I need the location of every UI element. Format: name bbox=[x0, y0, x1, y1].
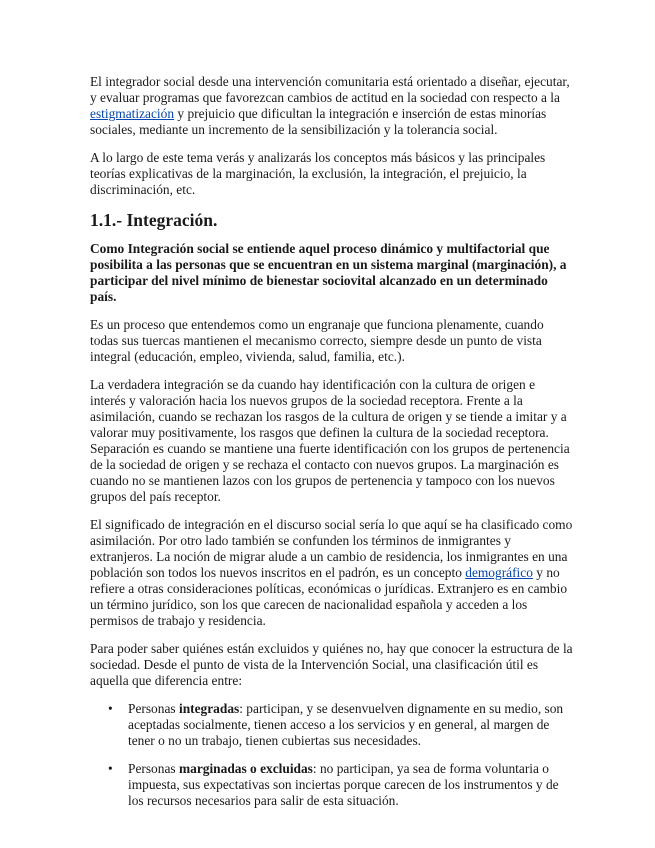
list-item bbox=[108, 761, 574, 809]
list-item-text: : no participan, ya sea de forma voluntaria o impuesta, sus expectativas son inciertas porque carecen de los instrumentos y de los recursos necesarios para salir de esta situación. bbox=[128, 761, 559, 808]
bullet-icon: • bbox=[108, 761, 113, 776]
list-item-prefix: Personas bbox=[128, 701, 179, 716]
intro-text: y prejuicio que dificultan la integración e inserción de estas minorías sociales, mediante un incremento de la sensibilización y la tolerancia social. bbox=[90, 106, 547, 137]
demografico-link[interactable]: demográfico bbox=[465, 565, 533, 580]
list-item-prefix: Personas bbox=[128, 761, 179, 776]
intro-paragraph-2: A lo largo de este tema verás y analizarás los conceptos más básicos y las principales teorías explicativas de la marginación, la exclusión, la integración, el prejuicio, la discriminación, etc. bbox=[90, 150, 546, 197]
body-paragraph-3 bbox=[90, 517, 574, 629]
classification-list bbox=[90, 701, 574, 809]
body-text: y no refiere a otras consideraciones políticas, económicas o jurídicas. Extranjero es en cambio un término jurídico, son los que carecen de nacionalidad española y acceden a los permisos de trabajo y residencia. bbox=[90, 565, 568, 628]
list-item-term: integradas bbox=[178, 701, 240, 716]
body-paragraph-4: Para poder saber quiénes están excluidos y quiénes no, hay que conocer la estructura de la sociedad. Desde el punto de vista de la Intervención Social, una clasificación útil es aquella que diferencia entre: bbox=[90, 641, 573, 688]
bullet-icon: • bbox=[108, 701, 113, 716]
document-page bbox=[90, 74, 574, 821]
estigmatizacion-link[interactable]: estigmatización bbox=[90, 106, 175, 121]
list-item-term: marginadas o excluidas bbox=[178, 761, 313, 776]
body-paragraph-2: La verdadera integración se da cuando hay identificación con la cultura de origen e interés y valoración hacia los nuevos grupos de la sociedad receptora. Frente a la asimilación, cuando se rechazan los rasgos de la cultura de origen y se tiende a imitar y a valorar muy positivamente, los rasgos que definen la cultura de la sociedad receptora. Separación es cuando se mantiene una fuerte identificación con los grupos de pertenencia de la sociedad de origen y se rechaza el contacto con nuevos grupos. La marginación es cuando no se mantienen lazos con los grupos de pertenencia y tampoco con los nuevos grupos del país receptor. bbox=[90, 377, 570, 504]
list-item-text: : participan, y se desenvuelven dignamente en su medio, son aceptadas socialmente, tienen acceso a los servicios y en general, al margen de tener o no un trabajo, tienen cubiertas sus necesidades. bbox=[128, 701, 564, 748]
definition-paragraph: Como Integración social se entiende aquel proceso dinámico y multifactorial que posibilita a las personas que se encuentran en un sistema marginal (marginación), a participar del nivel mínimo de bienestar sociovital alcanzado en un determinado país. bbox=[90, 241, 567, 304]
intro-paragraph-1 bbox=[90, 74, 574, 138]
list-item bbox=[108, 701, 574, 749]
intro-text: El integrador social desde una intervención comunitaria está orientado a diseñar, ejecutar, y evaluar programas que favorezcan cambios de actitud en la sociedad con respecto a la bbox=[90, 74, 570, 105]
body-text: El significado de integración en el discurso social sería lo que aquí se ha clasificado como asimilación. Por otro lado también se confunden los términos de inmigrantes y extranjeros. La noción de migrar alude a un cambio de residencia, los inmigrantes en una población son todos los nuevos inscritos en el padrón, es un concepto bbox=[90, 517, 573, 580]
section-heading: 1.1.- Integración. bbox=[90, 210, 218, 230]
body-paragraph-1: Es un proceso que entendemos como un engranaje que funciona plenamente, cuando todas sus tuercas mantienen el mecanismo correcto, siempre desde un punto de vista integral (educación, empleo, vivienda, salud, familia, etc.). bbox=[90, 317, 544, 364]
